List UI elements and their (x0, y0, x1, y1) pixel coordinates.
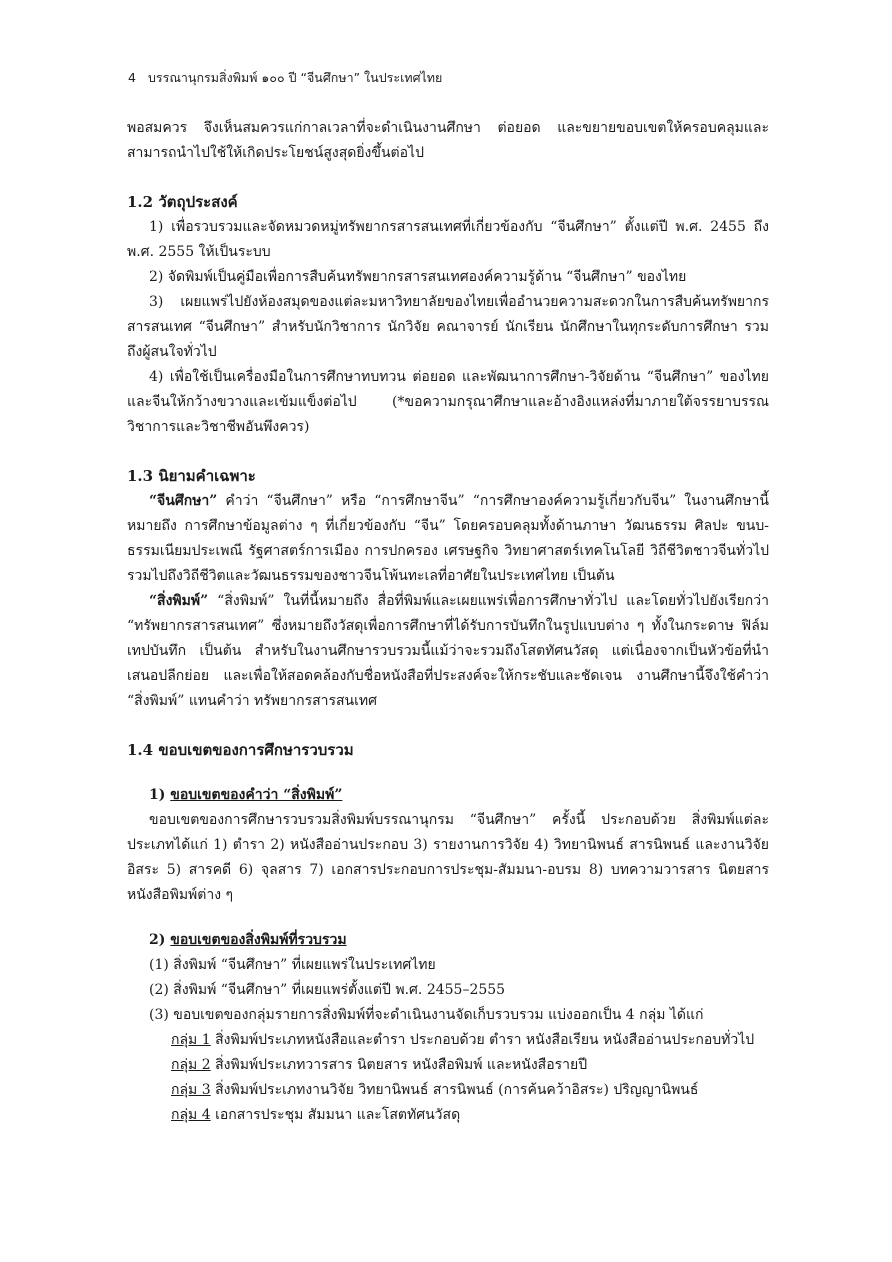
group-label: กลุ่ม 2 (171, 1057, 211, 1073)
objective-item: 3) เผยแพร่ไปยังห้องสมุดของแต่ละมหาวิทยาลัยของไทยเพื่ออำนวยความสะดวกในการสืบค้นทรัพยากรสารสนเทศ “จีนศึกษา” สำหรับนักวิชาการ นักวิจัย คณาจารย์ นักเรียน นักศึกษาในทุกระดับการศึกษา รวมถึงผู้สนใจทั่วไป (127, 294, 769, 360)
page-number: 4 (128, 70, 136, 85)
scope-paragraph: ขอบเขตของการศึกษารวบรวมสิ่งพิมพ์บรรณานุกรม “จีนศึกษา” ครั้งนี้ ประกอบด้วย สิ่งพิมพ์แต่ละประเภทได้แก่ 1) ตำรา 2) หนังสืออ่านประกอบ 3) รายงานการวิจัย 4) วิทยานิพนธ์ สารนิพนธ์ และงานวิจัยอิสระ 5) สารคดี 6) จุลสาร 7) เอกสารประกอบการประชุม-สัมมนา-อบรม 8) บทความวารสาร นิตยสาร หนังสือพิมพ์ต่าง ๆ (127, 812, 769, 903)
objective-item: 4) เพื่อใช้เป็นเครื่องมือในการศึกษาทบทวน ต่อยอด และพัฒนาการศึกษา-วิจัยด้าน “จีนศึกษา” ของไทยและจีนให้กว้างขวางและเข้มแข็งต่อไป (*ขอความกรุณาศึกษาและอ้างอิงแหล่งที่มาภายใต้จรรยาบรรณวิชาการและวิชาชีพอันพึงควร) (127, 369, 769, 435)
group-label: กลุ่ม 1 (171, 1032, 211, 1048)
objective-item: 2) จัดพิมพ์เป็นคู่มือเพื่อการสืบค้นทรัพยากรสารสนเทศองค์ความรู้ด้าน “จีนศึกษา” ของไทย (149, 269, 687, 285)
definition-term: “จีนศึกษา” (149, 493, 218, 509)
group-label: กลุ่ม 3 (171, 1082, 211, 1098)
subsection-title: ขอบเขตของสิ่งพิมพ์ที่รวบรวม (170, 932, 347, 948)
group-item (127, 1053, 769, 1078)
group-item (127, 1103, 769, 1128)
group-item (127, 1028, 769, 1053)
objective-item: 1) เพื่อรวบรวมและจัดหมวดหมู่ทรัพยากรสารสนเทศที่เกี่ยวข้องกับ “จีนศึกษา” ตั้งแต่ปี พ.ศ. 2455 ถึง พ.ศ. 2555 ให้เป็นระบบ (127, 219, 769, 260)
group-text: เอกสารประชุม สัมมนา และโสตทัศนวัสดุ (210, 1107, 461, 1123)
running-header (128, 68, 442, 88)
definition-publication (127, 589, 769, 714)
definition-text: คำว่า “จีนศึกษา” หรือ “การศึกษาจีน” “การศึกษาองค์ความรู้เกี่ยวกับจีน” ในงานศึกษานี้หมายถึง การศึกษาข้อมูลต่าง ๆ ที่เกี่ยวข้องกับ “จีน” โดยครอบคลุมทั้งด้านภาษา วัฒนธรรม ศิลปะ ขนบ-ธรรมเนียมประเพณี รัฐศาสตร์การเมือง การปกครอง เศรษฐกิจ วิทยาศาสตร์เทคโนโลยี วิถีชีวิตชาวจีนทั่วไปรวมไปถึงวิถีชีวิตและวัฒนธรรมของชาวจีนโพ้นทะเลที่อาศัยในประเทศไทย เป็นต้น (127, 493, 769, 584)
subsection-heading-1: 1) ขอบเขตของคำว่า “สิ่งพิมพ์” (149, 787, 343, 803)
group-text: สิ่งพิมพ์ประเภทงานวิจัย วิทยานิพนธ์ สารนิพนธ์ (การค้นคว้าอิสระ) ปริญญานิพนธ์ (210, 1082, 699, 1098)
group-item (127, 1078, 769, 1103)
section-heading-1-4: 1.4 ขอบเขตของการศึกษารวบรวม (127, 741, 354, 759)
definition-chinese-studies (127, 489, 769, 589)
subsection-title: ขอบเขตของคำว่า “สิ่งพิมพ์” (170, 787, 343, 803)
scope-list-item: (3) ขอบเขตของกลุ่มรายการสิ่งพิมพ์ที่จะดำเนินงานจัดเก็บรวบรวม แบ่งออกเป็น 4 กลุ่ม ได้แก่ (149, 1007, 704, 1023)
document-body (127, 116, 769, 1128)
definition-term: “สิ่งพิมพ์” (149, 593, 209, 609)
running-title: บรรณานุกรมสิ่งพิมพ์ ๑๐๐ ปี “จีนศึกษา” ในประเทศไทย (147, 70, 443, 85)
section-heading-1-2: 1.2 วัตถุประสงค์ (127, 193, 238, 211)
group-label: กลุ่ม 4 (171, 1107, 211, 1123)
group-text: สิ่งพิมพ์ประเภทวารสาร นิตยสาร หนังสือพิมพ์ และหนังสือรายปี (210, 1057, 588, 1073)
subsection-heading-2: 2) ขอบเขตของสิ่งพิมพ์ที่รวบรวม (149, 932, 347, 948)
definition-text: “สิ่งพิมพ์” ในที่นี้หมายถึง สื่อที่พิมพ์และเผยแพร่เพื่อการศึกษาทั่วไป และโดยทั่วไปยังเรียกว่า “ทรัพยากรสารสนเทศ” ซึ่งหมายถึงวัสดุเพื่อการศึกษาที่ได้รับการบันทึกในรูปแบบต่าง ๆ ทั้งในกระดาษ ฟิล์ม เทปบันทึก เป็นต้น สำหรับในงานศึกษารวบรวมนี้แม้ว่าจะรวมถึงโสตทัศนวัสดุ แต่เนื่องจากเป็นหัวข้อที่นำเสนอปลีกย่อย และเพื่อให้สอดคล้องกับชื่อหนังสือที่ประสงค์จะให้กระชับและชัดเจน งานศึกษานี้จึงใช้คำว่า “สิ่งพิมพ์” แทนคำว่า ทรัพยากรสารสนเทศ (127, 593, 769, 709)
intro-paragraph: พอสมควร จึงเห็นสมควรแก่กาลเวลาที่จะดำเนินงานศึกษา ต่อยอด และขยายขอบเขตให้ครอบคลุมและสามารถนำไปใช้ให้เกิดประโยชน์สูงสุดยิ่งขึ้นต่อไป (127, 120, 769, 161)
section-heading-1-3: 1.3 นิยามคำเฉพาะ (127, 467, 256, 485)
scope-list-item: (2) สิ่งพิมพ์ “จีนศึกษา” ที่เผยแพร่ตั้งแต่ปี พ.ศ. 2455–2555 (149, 982, 506, 998)
group-text: สิ่งพิมพ์ประเภทหนังสือและตำรา ประกอบด้วย ตำรา หนังสือเรียน หนังสืออ่านประกอบทั่วไป (210, 1032, 755, 1048)
scope-list-item: (1) สิ่งพิมพ์ “จีนศึกษา” ที่เผยแพร่ในประเทศไทย (149, 957, 436, 973)
